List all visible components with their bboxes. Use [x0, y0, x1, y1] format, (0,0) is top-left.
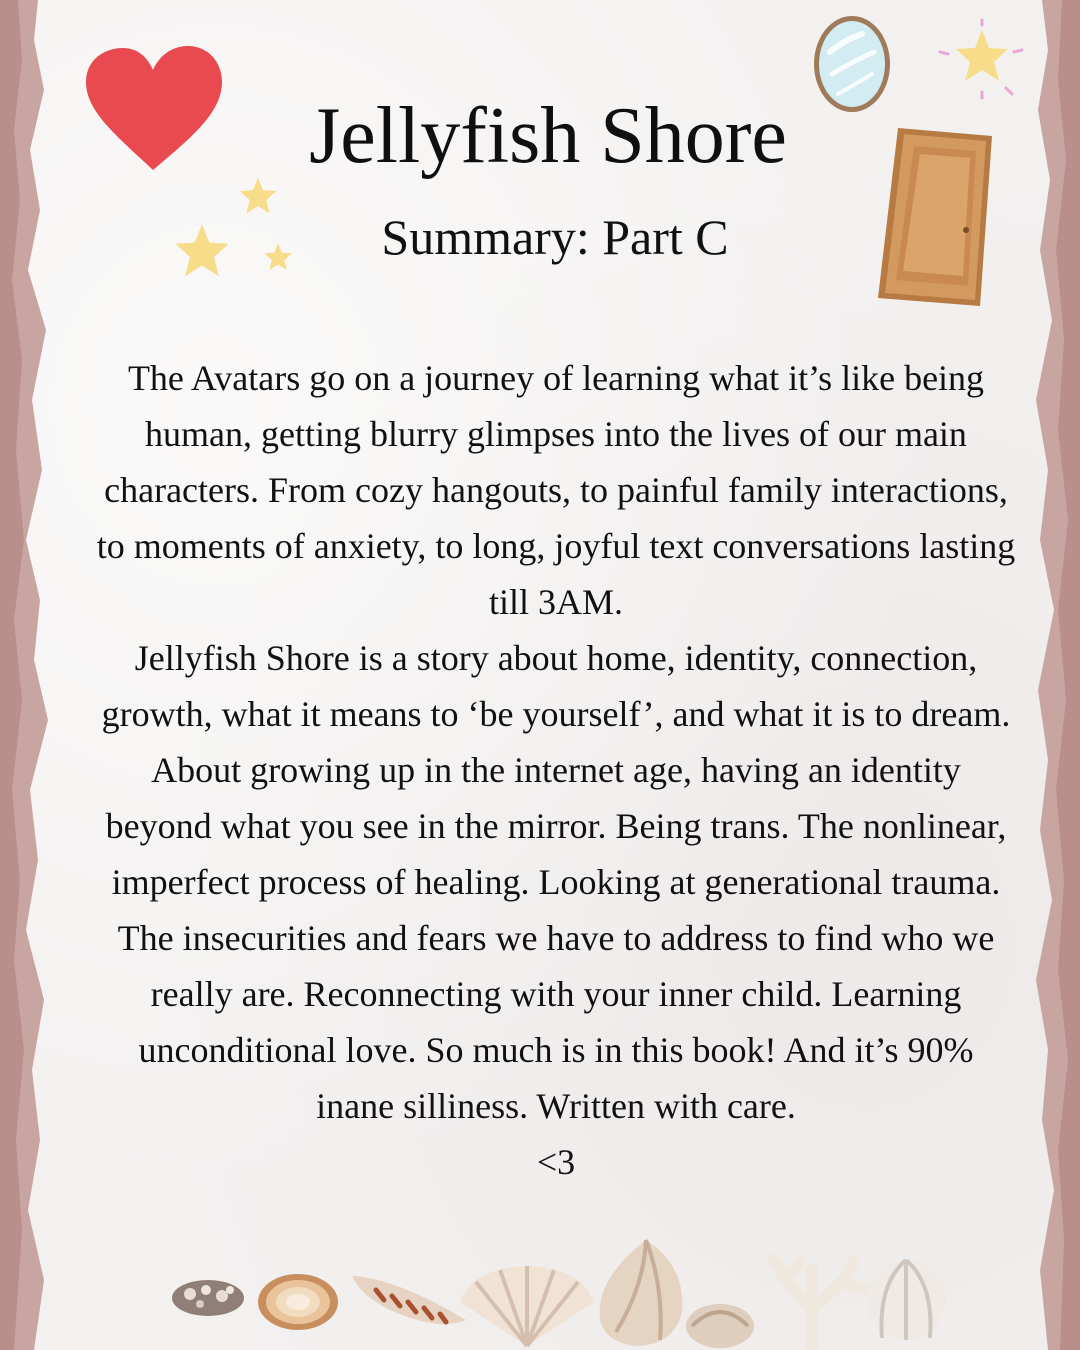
seashell-icon [452, 1262, 602, 1350]
page-subtitle: Summary: Part C [381, 209, 729, 265]
seashell-icon [858, 1254, 954, 1344]
summary-paragraph: Jellyfish Shore is a story about home, identity, connection, growth, what it means to ‘be yourself’, and what it is to dream. About growing up in the internet age, having an identity beyond what you see in the mirror. Being trans. The nonlinear, imperfect process of healing. Looking at generational trauma. The insecurities and fears we have to address to find who we really are. Reconnecting with your inner child. Learning unconditional love. So much is in this book! And it’s 90% inane silliness. Written with care. [101, 638, 1011, 1126]
seashell-icon [252, 1268, 344, 1332]
summary-paragraph: The Avatars go on a journey of learning what it’s like being human, getting blurry glimpses into the lives of our main characters. From cozy hangouts, to painful family interactions, to moments of anxiety, to long, joyful text conversations lasting till 3AM. [96, 358, 1016, 622]
torn-edge-left [0, 0, 90, 1350]
star-icon [934, 18, 1028, 102]
summary-body [96, 350, 1016, 1190]
seashell-icon [166, 1272, 250, 1322]
summary-closing: <3 [536, 1142, 576, 1182]
coral-icon [752, 1250, 874, 1350]
page-title: Jellyfish Shore [309, 92, 787, 180]
seashell-icon [680, 1292, 760, 1350]
